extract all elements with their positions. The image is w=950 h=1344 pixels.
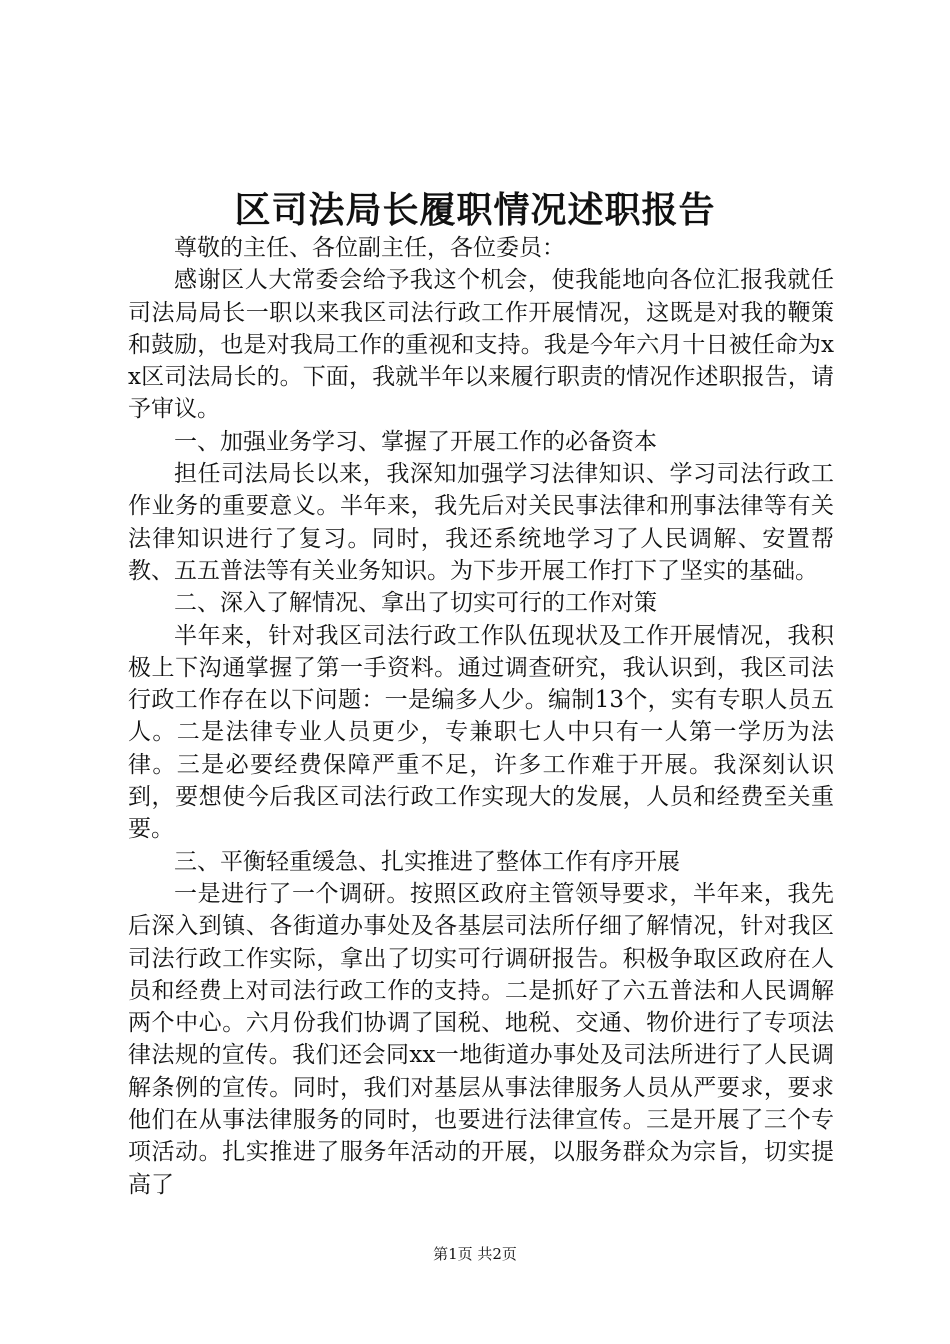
salutation: 尊敬的主任、各位副主任，各位委员： — [174, 235, 565, 261]
section-heading-3: 三、平衡轻重缓急、扎实推进了整体工作有序开展 — [174, 848, 680, 875]
section-2-paragraph: 半年来，针对我区司法行政工作队伍现状及工作开展情况，我积极上下沟通掌握了第一手资料。通过调查研究，我认识到，我区司法行政工作存在以下问题：一是编多人少。编制13个，实有专职人员五人。二是法律专业人员更少，专兼职七人中只有一人第一学历为法律。三是必要经费保障严重不足，许多工作难于开展。我深刻认识到，要想使今后我区司法行政工作实现大的发展，人员和经费至关重要。 — [128, 622, 834, 843]
section-heading-2: 二、深入了解情况、拿出了切实可行的工作对策 — [174, 590, 657, 617]
section-heading-1: 一、加强业务学习、掌握了开展工作的必备资本 — [174, 428, 657, 455]
intro-paragraph: 感谢区人大常委会给予我这个机会，使我能地向各位汇报我就任司法局局长一职以来我区司法行政工作开展情况，这既是对我的鞭策和鼓励，也是对我局工作的重视和支持。我是今年六月十日被任命为xx区司法局长的。下面，我就半年以来履行职责的情况作述职报告，请予审议。 — [128, 267, 834, 423]
document-title: 区司法局长履职情况述职报告 — [234, 189, 716, 231]
page-number-footer: 第1页 共2页 — [433, 1245, 517, 1263]
section-1-paragraph: 担任司法局长以来，我深知加强学习法律知识、学习司法行政工作业务的重要意义。半年来，我先后对关民事法律和刑事法律等有关法律知识进行了复习。同时，我还系统地学习了人民调解、安置帮教、五五普法等有关业务知识。为下步开展工作打下了坚实的基础。 — [128, 461, 834, 584]
document-body — [128, 232, 834, 1201]
section-3-paragraph: 一是进行了一个调研。按照区政府主管领导要求，半年来，我先后深入到镇、各街道办事处及各基层司法所仔细了解情况，针对我区司法行政工作实际，拿出了切实可行调研报告。积极争取区政府在人员和经费上对司法行政工作的支持。二是抓好了六五普法和人民调解两个中心。六月份我们协调了国税、地税、交通、物价进行了专项法律法规的宣传。我们还会同xx一地街道办事处及司法所进行了人民调解条例的宣传。同时，我们对基层从事法律服务人员从严要求，要求他们在从事法律服务的同时，也要进行法律宣传。三是开展了三个专项活动。扎实推进了服务年活动的开展，以服务群众为宗旨，切实提高了 — [128, 880, 834, 1198]
